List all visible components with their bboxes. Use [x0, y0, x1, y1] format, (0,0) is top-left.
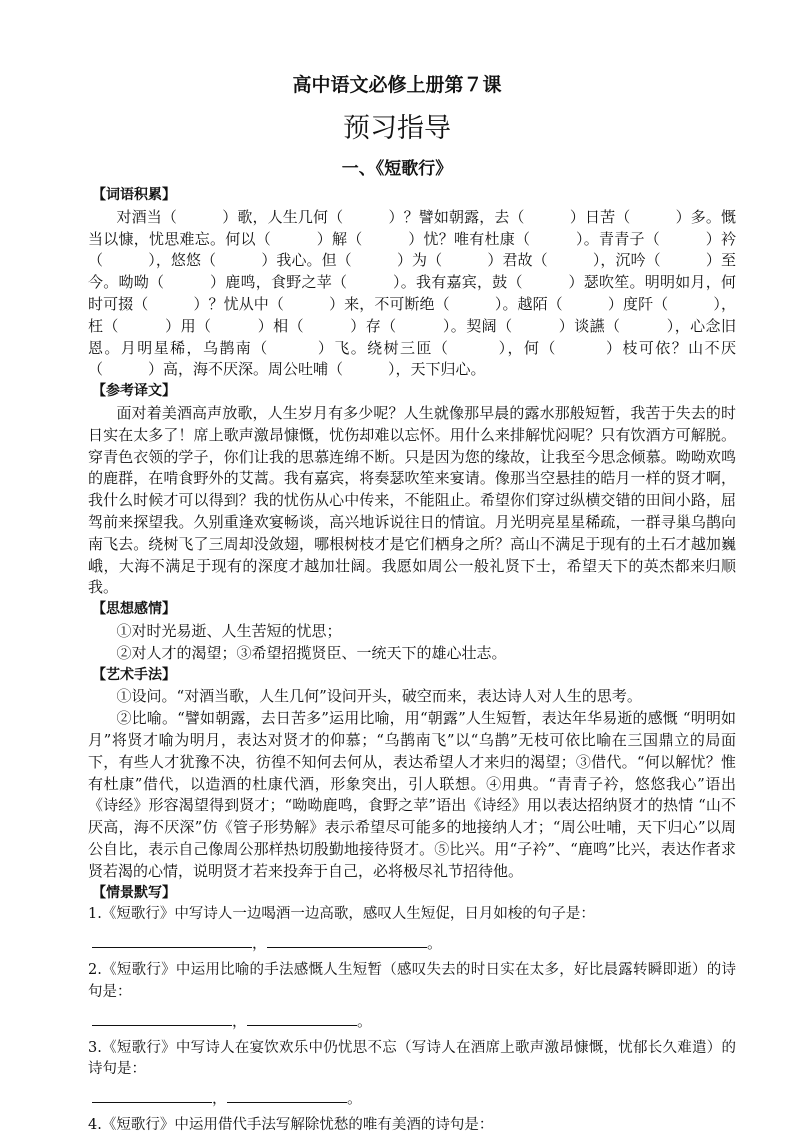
answer-blank[interactable]	[247, 1007, 357, 1026]
section-heading-dictation: 【情景默写】	[92, 884, 176, 901]
document-body	[88, 185, 736, 1137]
section-heading-vocab: 【词语积累】	[92, 187, 176, 203]
answer-line-2	[88, 1004, 736, 1038]
period: 。	[427, 934, 443, 953]
emotion-line-1: ①对时光易逝、人生苦短的忧思；	[116, 621, 342, 640]
comma: ，	[252, 934, 268, 953]
course-heading: 高中语文必修上册第７课	[292, 74, 502, 96]
period: 。	[347, 1089, 363, 1108]
period: 。	[357, 1011, 373, 1030]
dictation-question-1: 1.《短歌行》中写诗人一边喝酒一边高歌，感叹人生短促，日月如梭的句子是：	[88, 906, 595, 923]
translation-text: 面对着美酒高声放歌，人生岁月有多少呢？人生就像那早晨的露水那般短暂，我苦于失去的时日实在太多了！席上歌声激昂慷慨，忧伤却难以忘怀。用什么来排解忧闷呢？只有饮酒方可解脱。穿青色衣领的学子，你们让我的思慕连绵不断。只是因为您的缘故，让我至今思念倾慕。呦呦欢鸣的鹿群，在啃食野外的艾蒿。我有嘉宾，将奏瑟吹笙来宴请。像那当空悬挂的皓月一样的贤才啊，我什么时候才可以得到？我的忧伤从心中传来，不能阻止。希望你们穿过纵横交错的田间小路，屈驾前来探望我。久别重逢欢宴畅谈，高兴地诉说往日的情谊。月光明亮星星稀疏，一群寻巢乌鹊向南飞去。绕树飞了三周却没敛翅，哪根树枝才是它们栖身之所？高山不满足于现有的土石才越加巍峨，大海不满足于现有的深度才越加壮阔。我愿如周公一般礼贤下士，希望天下的英杰都来归顺我。	[88, 403, 736, 597]
vocab-text: 对酒当（ ）歌，人生几何（ ）？譬如朝露，去（ ）日苦（ ）多。慨当以慷，忧思难忘。何以（ ）解（ ）忧？唯有杜康（ ）。青青子（ ）衿（ ），悠悠（ ）我心。但（ ）为（ ）君故（ ），沉吟（ ）至今。呦呦（ ）鹿鸣，食野之苹（ ）。我有嘉宾，鼓（ ）瑟吹笙。明明如月，何时可掇（ ）？忧从中（ ）来，不可断绝（ ）。越陌（ ）度阡（ ），枉（ ）用（ ）相（ ）存（ ）。契阔（ ）谈讌（ ），心念旧恩。月明星稀，乌鹊南（ ）飞。绕树三匝（ ），何（ ）枝可依？山不厌（ ）高，海不厌深。周公吐哺（ ），天下归心。	[88, 207, 736, 379]
dictation-question-3: 3.《短歌行》中写诗人在宴饮欢乐中仍忧思不忘（写诗人在酒席上歌声激昂慷慨，忧郁长久难遣）的诗句是：	[88, 1039, 736, 1078]
answer-blank[interactable]	[227, 1084, 347, 1103]
section-heading-art: 【艺术手法】	[92, 666, 176, 683]
answer-line-1	[88, 926, 736, 960]
emotion-line-2: ②对人才的渴望；③希望招揽贤臣、一统天下的雄心壮志。	[116, 643, 507, 662]
answer-blank[interactable]	[92, 1084, 212, 1103]
answer-blank[interactable]	[267, 929, 427, 948]
section-heading-translation: 【参考译文】	[92, 383, 176, 400]
dictation-question-4: 4.《短歌行》中运用借代手法写解除忧愁的唯有美酒的诗句是：	[88, 1117, 494, 1134]
answer-blank[interactable]	[92, 929, 252, 948]
lesson-subtitle: 一、《短歌行》	[341, 159, 453, 179]
page-title: 预习指导	[343, 113, 451, 144]
answer-line-3	[88, 1081, 736, 1115]
art-para-1: ①设问。“对酒当歌，人生几何”设问开头，破空而来，表达诗人对人生的思考。	[116, 687, 642, 706]
dictation-question-2: 2.《短歌行》中运用比喻的手法感慨人生短暂（感叹失去的时日实在太多，好比晨露转瞬即逝）的诗句是：	[88, 962, 736, 1000]
section-heading-emotion: 【思想感情】	[92, 601, 176, 618]
comma: ，	[232, 1011, 248, 1030]
answer-blank[interactable]	[92, 1007, 232, 1026]
comma: ，	[212, 1089, 228, 1108]
art-para-2: ②比喻。“譬如朝露，去日苦多”运用比喻，用“朝露”人生短暂，表达年华易逝的感慨 “明明如月”将贤才喻为明月，表达对贤才的仰慕；“乌鹊南飞”以“乌鹊”无枝可依比喻在三国鼎立的局面下，有些人才犹豫不决，彷徨不知何去何从，表达希望人才来归的渴望；③借代。“何以解忧？惟有杜康”借代，以造酒的杜康代酒，形象突出，引人联想。④用典。“青青子衿，悠悠我心”语出《诗经》形容渴望得到贤才；“呦呦鹿鸣，食野之苹”语出《诗经》用以表达招纳贤才的热情 “山不厌高，海不厌深”仿《管子形势解》表示希望尽可能多的地接纳人才；“周公吐哺，天下归心”以周公自比，表示自己像周公那样热切殷勤地接待贤才。⑤比兴。用“子衿”、“鹿鸣”比兴，表达作者求贤若渴的心情，说明贤才若来投奔于自己，必将极尽礼节招待他。	[88, 709, 736, 880]
